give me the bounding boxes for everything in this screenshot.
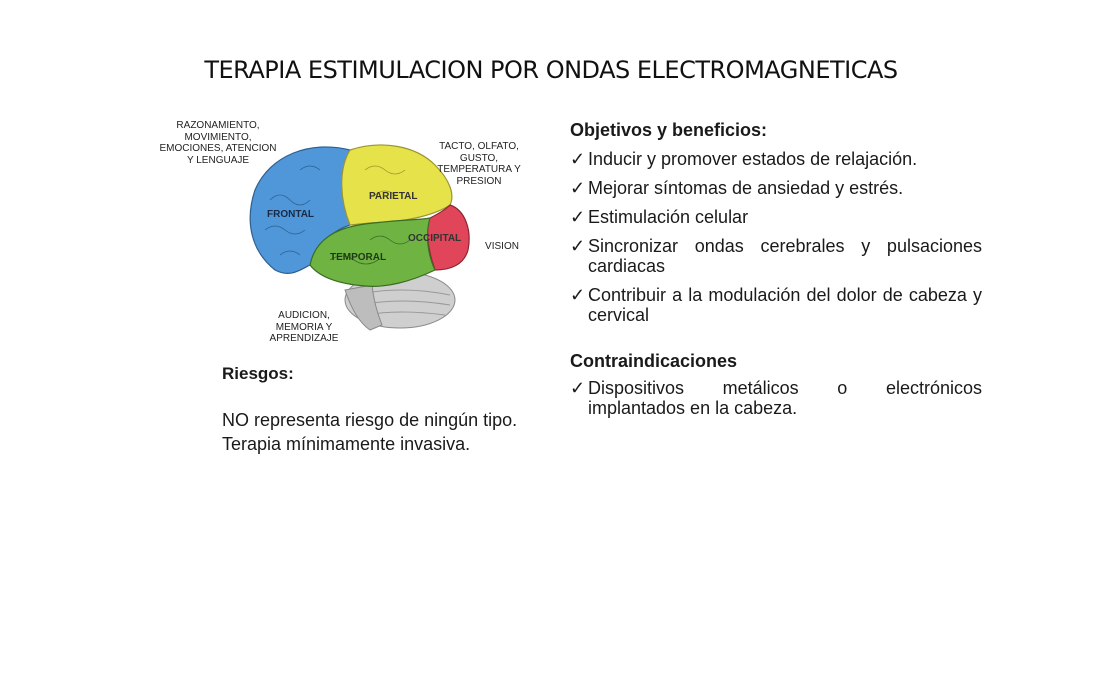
lobe-label-temporal: TEMPORAL xyxy=(330,252,387,263)
check-icon: ✓ xyxy=(570,207,586,227)
risks-line: NO representa riesgo de ningún tipo. xyxy=(222,410,518,430)
check-icon: ✓ xyxy=(570,285,586,305)
occipital-function-label: VISION xyxy=(485,241,519,252)
objectives-list xyxy=(570,149,982,325)
objectives-section xyxy=(570,120,982,427)
list-item: ✓ Mejorar síntomas de ansiedad y estrés. xyxy=(570,178,904,198)
risks-section xyxy=(222,362,552,456)
list-item: ✓ Estimulación celular xyxy=(570,207,749,227)
objectives-heading: Objetivos y beneficios: xyxy=(570,120,768,140)
risks-heading: Riesgos: xyxy=(222,364,294,383)
temporal-function-label: AUDICION, MEMORIA Y APRENDIZAJE xyxy=(269,310,339,344)
check-icon: ✓ xyxy=(570,178,586,198)
check-icon: ✓ xyxy=(570,149,586,169)
lobe-label-frontal: FRONTAL xyxy=(267,209,315,220)
frontal-function-label: RAZONAMIENTO, MOVIMIENTO, EMOCIONES, ATENCION Y LENGUAJE xyxy=(159,120,277,166)
check-icon: ✓ xyxy=(570,236,586,256)
list-item: ✓ Inducir y promover estados de relajación. xyxy=(570,149,918,169)
page-title: TERAPIA ESTIMULACION POR ONDAS ELECTROMAGNETICAS xyxy=(204,56,898,84)
lobe-label-occipital: OCCIPITAL xyxy=(408,233,462,244)
list-item: ✓ Sincronizar ondas cerebrales y pulsaciones cardiacas xyxy=(570,236,982,276)
check-icon: ✓ xyxy=(570,378,586,398)
contraindications-list xyxy=(570,378,982,418)
list-item: ✓ Contribuir a la modulación del dolor de cabeza y cervical xyxy=(570,285,982,325)
contraindications-heading: Contraindicaciones xyxy=(570,351,738,371)
parietal-function-label: TACTO, OLFATO, GUSTO, TEMPERATURA Y PRESION xyxy=(437,141,521,187)
brain-diagram xyxy=(150,110,540,355)
list-item: ✓ Dispositivos metálicos o electrónicos implantados en la cabeza. xyxy=(570,378,982,418)
lobe-label-parietal: PARIETAL xyxy=(369,191,418,202)
risks-line: Terapia mínimamente invasiva. xyxy=(222,434,471,454)
